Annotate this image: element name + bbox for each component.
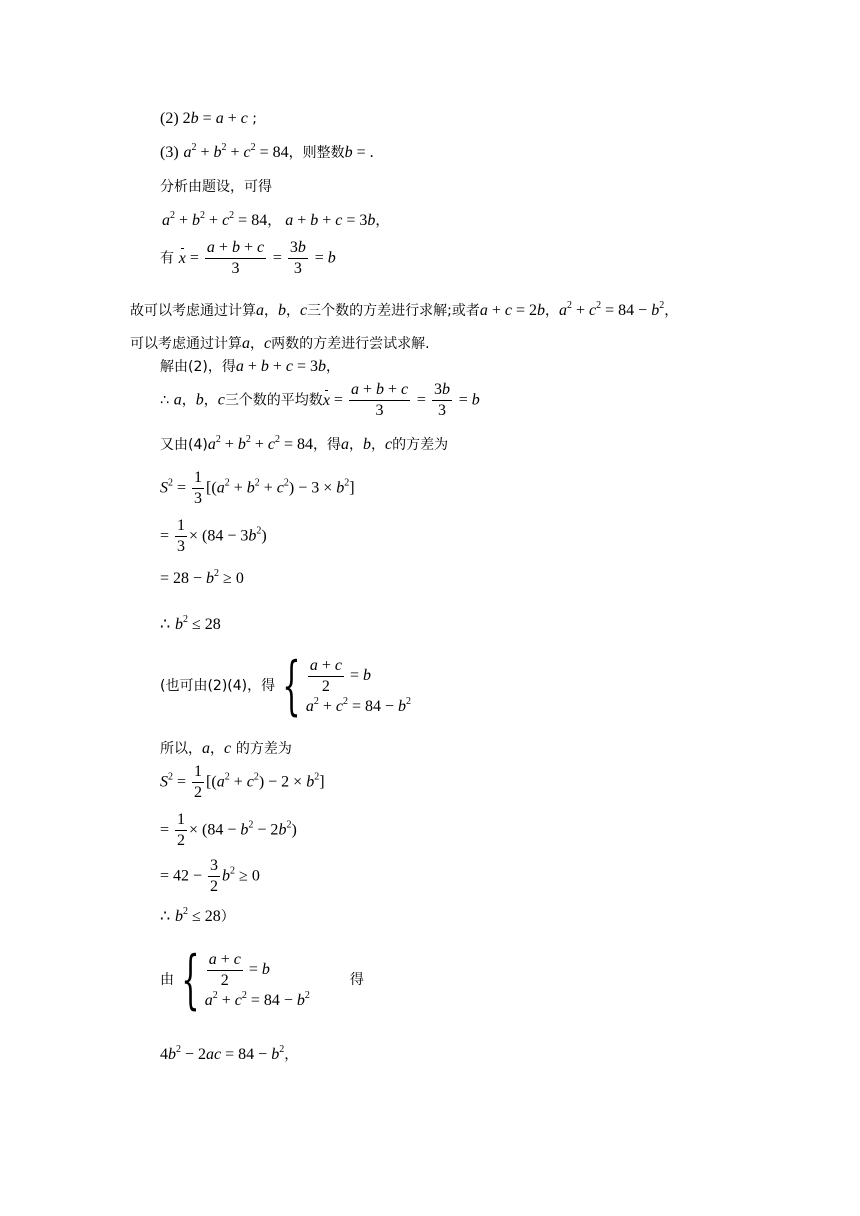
alternative-system: (也可由(2)(4)，得 { $\frac{a + c}{2}$ = b $a^2 + c^2 = 84 - b^2$ [160, 649, 412, 723]
conclusion-1: ∴ $b^2 \le 28$ [160, 614, 221, 633]
condition-3: (3) $a^2 + b^2 + c^2 = 84$，则整数b = . [160, 142, 374, 161]
variance-formula-1: $S^2$ = $\frac{1}{3}$ $[(a^2 + b^2 + c^2) - 3 \times b^2]$ [160, 469, 355, 507]
mean-three-numbers: ∴ a，b，c三个数的平均数x = $\frac{a + b + c}{3}$ = $\frac{3b}{3}$ = b [160, 381, 480, 419]
paragraph-line-2: 可以考虑通过计算a，c两数的方差进行尝试求解. [130, 335, 430, 352]
solution-start: 解由(2)，得a + b + c = 3b， [160, 358, 341, 375]
variance-step-2: = $\frac{1}{3}$ × $(84 - 3b^2)$ [160, 517, 267, 555]
equation-line: $a^2 + b^2 + c^2 = 84$， a + b + c = 3b， [162, 210, 390, 229]
variance-step-3: = $28 - b^2 \ge 0$ [160, 568, 244, 587]
variance-intro: 又由$(4)a^2 + b^2 + c^2 = 84$，得a，b，c的方差为 [160, 434, 449, 453]
condition-2: (2) 2b = a + c ; [160, 110, 257, 127]
final-equation: $4b^2 - 2ac = 84 - b^2$， [160, 1044, 299, 1063]
conclusion-2: ∴ $b^2 \le 28$） [160, 906, 235, 925]
system-derivation: 由 { $\frac{a + c}{2}$ = b $a^2 + c^2 = 84 - b^2$ 得 [160, 943, 364, 1017]
mean-line: 有 x = $\frac{a + b + c}{3}$ = $\frac{3b}{3}$ = b [160, 239, 336, 277]
variance-formula-2: $S^2$ = $\frac{1}{2}$ $[(a^2 + c^2) - 2 \times b^2]$ [160, 763, 325, 801]
paragraph-line-1: 故可以考虑通过计算a，b，c三个数的方差进行求解;或者a + c = 2b，$a^2 + c^2 = 84 - b^2$， [130, 300, 679, 319]
analysis-intro: 分析由题设，可得 [160, 179, 272, 195]
variance-two-step-3: = 42 − $\frac{3}{2}$ $b^2 \ge 0$ [160, 857, 260, 895]
variance-two-step-2: = $\frac{1}{2}$ × $(84 - b^2 - 2b^2)$ [160, 811, 297, 849]
variance-two-intro: 所以，a，c 的方差为 [160, 740, 292, 757]
